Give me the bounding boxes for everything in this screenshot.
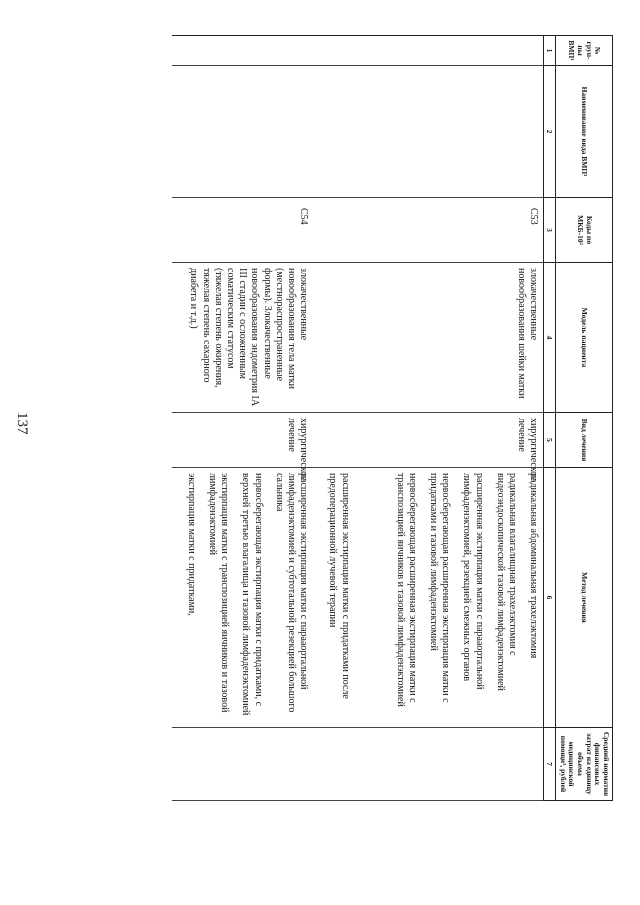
treatment-method: расширенная экстирпация матки с парааортальной лимфаденэктомией и субтотальной резекцией большого сальника [273, 473, 310, 713]
header-cost-standard: Средний норматив финансовых затрат на единицу объема медицинской помощи³, рублей [556, 728, 613, 801]
vmp-table [172, 35, 613, 801]
page-number: 137 [14, 412, 30, 435]
table-row-c53 [313, 36, 544, 801]
group-number-cell [172, 36, 314, 66]
treatment-method: расширенная экстирпация матки с придатками после предоперационной лучевой терапии [327, 473, 351, 699]
cost-cell [313, 728, 544, 801]
column-number: 7 [544, 728, 556, 801]
column-number-row [544, 36, 556, 801]
column-number: 3 [544, 198, 556, 263]
vmp-type-cell [313, 66, 544, 198]
header-treatment-method: Метод лечения [556, 468, 613, 728]
cost-cell [172, 728, 314, 801]
group-number-cell [313, 36, 544, 66]
column-number: 1 [544, 36, 556, 66]
treatment-method: радикальная абдоминальная трахелэктомия [528, 473, 540, 659]
header-treatment-type: Вид лечения [556, 413, 613, 468]
header-group-number: № груп-пы ВМП¹ [556, 36, 613, 66]
treatment-methods-cell [313, 468, 544, 728]
patient-model-cell: злокачественные новообразования тела матки (местнораспространенные формы). Злокачественные новообразования эндометрия IA III стадии с осложненным соматическим статусом (тяжелая степень ожирения, тяжелая степень сахарного диабета и т.д.) [172, 263, 314, 413]
treatment-method: нервосберегающая расширенная экстирпация матки с транспозицией яичников и тазовой лимфаденэктомией [394, 473, 418, 707]
treatment-method: экстирпация матки с придатками, [185, 473, 197, 616]
treatment-method: экстирпация матки с транспозицией яичников и тазовой лимфаденэктомией [207, 473, 231, 713]
treatment-method: нервосберегающая экстирпация матки с придатками, с верхней третью влагалища и тазовой лимфаденэктомией [240, 473, 264, 716]
header-vmp-type: Наименование вида ВМП¹ [556, 66, 613, 198]
column-number: 5 [544, 413, 556, 468]
column-number: 4 [544, 263, 556, 413]
header-patient-model: Модель пациента [556, 263, 613, 413]
treatment-methods-cell [172, 468, 314, 728]
rotated-table-area [123, 35, 613, 800]
icd-code-cell: C54 [172, 198, 314, 263]
treatment-type-cell: хирургическое лечение [313, 413, 544, 468]
vmp-type-cell [172, 66, 314, 198]
table-row-c54 [172, 36, 314, 801]
column-number: 2 [544, 66, 556, 198]
patient-model-cell: злокачественные новообразования шейки матки [313, 263, 544, 413]
treatment-type-cell: хирургическое лечение [172, 413, 314, 468]
header-row [556, 36, 613, 801]
header-icd-codes: Коды по МКБ-10² [556, 198, 613, 263]
treatment-method: нервосберегающая расширенная экстирпация матки с придатками и тазовой лимфаденэктомией [428, 473, 452, 703]
treatment-method: радикальная влагалищная трахелэктомия с видеоэндоскопической тазовой лимфаденэктомией [494, 473, 519, 691]
icd-code-cell: C53 [313, 198, 544, 263]
treatment-method: расширенная экстирпация матки с парааортальной лимфаденэктомией, резекцией смежных органов [461, 473, 485, 690]
column-number: 6 [544, 468, 556, 728]
